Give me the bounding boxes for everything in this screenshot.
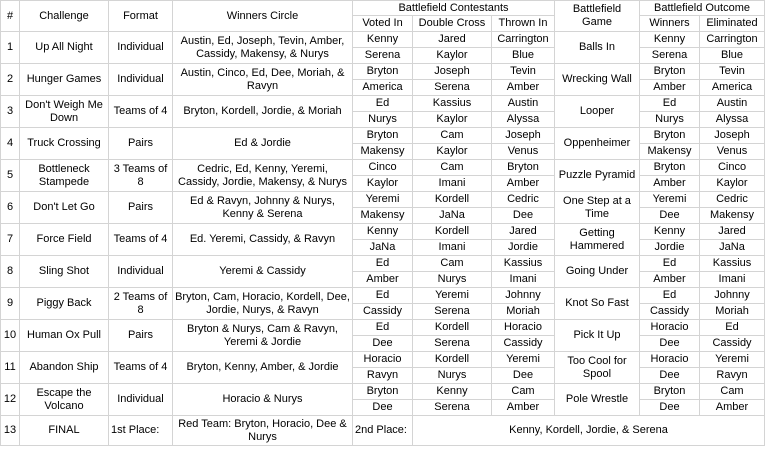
outcome-eliminated-cell[interactable]: Tevin (700, 64, 765, 80)
outcome-eliminated-cell[interactable]: Imani (700, 272, 765, 288)
format-cell[interactable]: Individual (109, 32, 173, 64)
row-number[interactable]: 3 (1, 96, 20, 128)
row-number[interactable]: 6 (1, 192, 20, 224)
table-row (1, 256, 765, 272)
double-cross-cell[interactable]: JaNa (413, 208, 492, 224)
thrown-in-cell[interactable]: Cassidy (492, 336, 555, 352)
challenge-cell[interactable]: Piggy Back (20, 288, 109, 320)
table-row (1, 128, 765, 144)
table-row (1, 64, 765, 80)
table-row (1, 288, 765, 304)
thrown-in-cell[interactable]: Venus (492, 144, 555, 160)
thrown-in-cell[interactable]: Blue (492, 48, 555, 64)
challenge-cell[interactable]: Don't Let Go (20, 192, 109, 224)
table-row (1, 352, 765, 368)
battlefield-game-cell[interactable]: Knot So Fast (555, 288, 640, 320)
battlefield-game-cell[interactable]: Pole Wrestle (555, 384, 640, 416)
table-row (1, 384, 765, 400)
second-place-label[interactable]: 2nd Place: (353, 416, 413, 446)
voted-in-cell[interactable]: Kenny (353, 32, 413, 48)
outcome-winners-cell[interactable]: Horacio (640, 352, 700, 368)
battlefield-game-cell[interactable]: Oppenheimer (555, 128, 640, 160)
format-cell[interactable]: Teams of 4 (109, 96, 173, 128)
outcome-eliminated-cell[interactable]: Yeremi (700, 352, 765, 368)
double-cross-cell[interactable]: Cam (413, 128, 492, 144)
outcome-eliminated-cell[interactable]: Carrington (700, 32, 765, 48)
voted-in-cell[interactable]: Ed (353, 320, 413, 336)
first-place-value[interactable]: Red Team: Bryton, Horacio, Dee & Nurys (173, 416, 353, 446)
battlefield-game-cell[interactable]: Balls In (555, 32, 640, 64)
row-number[interactable]: 1 (1, 32, 20, 64)
second-place-value[interactable]: Kenny, Kordell, Jordie, & Serena (413, 416, 765, 446)
voted-in-cell[interactable]: Yeremi (353, 192, 413, 208)
format-cell[interactable]: Pairs (109, 128, 173, 160)
outcome-winners-cell[interactable]: Ed (640, 256, 700, 272)
double-cross-cell[interactable]: Kassius (413, 96, 492, 112)
challenge-cell[interactable]: Don't Weigh Me Down (20, 96, 109, 128)
challenge-cell[interactable]: Abandon Ship (20, 352, 109, 384)
thrown-in-cell[interactable]: Amber (492, 80, 555, 96)
thrown-in-cell[interactable]: Moriah (492, 304, 555, 320)
row-number[interactable]: 4 (1, 128, 20, 160)
thrown-in-cell[interactable]: Cedric (492, 192, 555, 208)
outcome-eliminated-cell[interactable]: Alyssa (700, 112, 765, 128)
outcome-winners-cell[interactable]: Amber (640, 176, 700, 192)
outcome-winners-cell[interactable]: Amber (640, 272, 700, 288)
voted-in-cell[interactable]: Bryton (353, 64, 413, 80)
thrown-in-cell[interactable]: Jordie (492, 240, 555, 256)
row-number[interactable]: 10 (1, 320, 20, 352)
thrown-in-cell[interactable]: Cam (492, 384, 555, 400)
outcome-winners-cell[interactable]: Bryton (640, 384, 700, 400)
winners-circle-cell[interactable]: Bryton & Nurys, Cam & Ravyn, Yeremi & Jordie (173, 320, 353, 352)
outcome-eliminated-cell[interactable]: Makensy (700, 208, 765, 224)
outcome-winners-cell[interactable]: Cassidy (640, 304, 700, 320)
row-number[interactable]: 7 (1, 224, 20, 256)
voted-in-cell[interactable]: Ed (353, 288, 413, 304)
outcome-winners-cell[interactable]: Dee (640, 368, 700, 384)
outcome-winners-cell[interactable]: Dee (640, 336, 700, 352)
thrown-in-cell[interactable]: Imani (492, 272, 555, 288)
table-row (1, 96, 765, 112)
challenge-cell[interactable]: Bottleneck Stampede (20, 160, 109, 192)
thrown-in-cell[interactable]: Amber (492, 176, 555, 192)
voted-in-cell[interactable]: Bryton (353, 128, 413, 144)
outcome-eliminated-cell[interactable]: Joseph (700, 128, 765, 144)
outcome-eliminated-cell[interactable]: Ravyn (700, 368, 765, 384)
battlefield-game-cell[interactable]: Too Cool for Spool (555, 352, 640, 384)
challenge-cell[interactable]: Sling Shot (20, 256, 109, 288)
header-battlefield-game[interactable]: Battlefield Game (555, 1, 640, 32)
double-cross-cell[interactable]: Yeremi (413, 288, 492, 304)
voted-in-cell[interactable]: Ed (353, 256, 413, 272)
double-cross-cell[interactable]: Kordell (413, 224, 492, 240)
voted-in-cell[interactable]: Horacio (353, 352, 413, 368)
voted-in-cell[interactable]: Ed (353, 96, 413, 112)
double-cross-cell[interactable]: Imani (413, 240, 492, 256)
winners-circle-cell[interactable]: Ed. Yeremi, Cassidy, & Ravyn (173, 224, 353, 256)
outcome-eliminated-cell[interactable]: Kaylor (700, 176, 765, 192)
header-voted-in[interactable]: Voted In (353, 16, 413, 32)
outcome-winners-cell[interactable]: Ed (640, 96, 700, 112)
double-cross-cell[interactable]: Kenny (413, 384, 492, 400)
format-cell[interactable]: 2 Teams of 8 (109, 288, 173, 320)
challenge-cell[interactable]: Truck Crossing (20, 128, 109, 160)
final-challenge[interactable]: FINAL (20, 416, 109, 446)
double-cross-cell[interactable]: Kordell (413, 192, 492, 208)
voted-in-cell[interactable]: Makensy (353, 144, 413, 160)
voted-in-cell[interactable]: Dee (353, 336, 413, 352)
table-row (1, 192, 765, 208)
challenge-cell[interactable]: Human Ox Pull (20, 320, 109, 352)
outcome-winners-cell[interactable]: Dee (640, 208, 700, 224)
thrown-in-cell[interactable]: Carrington (492, 32, 555, 48)
header-challenge[interactable]: Challenge (20, 1, 109, 32)
outcome-winners-cell[interactable]: Bryton (640, 64, 700, 80)
thrown-in-cell[interactable]: Joseph (492, 128, 555, 144)
battlefield-game-cell[interactable]: Looper (555, 96, 640, 128)
challenge-cell[interactable]: Hunger Games (20, 64, 109, 96)
voted-in-cell[interactable]: Nurys (353, 112, 413, 128)
battlefield-game-cell[interactable]: One Step at a Time (555, 192, 640, 224)
winners-circle-cell[interactable]: Austin, Ed, Joseph, Tevin, Amber, Cassidy, Makensy, & Nurys (173, 32, 353, 64)
outcome-eliminated-cell[interactable]: Cedric (700, 192, 765, 208)
winners-circle-cell[interactable]: Bryton, Kordell, Jordie, & Moriah (173, 96, 353, 128)
double-cross-cell[interactable]: Jared (413, 32, 492, 48)
battlefield-game-cell[interactable]: Pick It Up (555, 320, 640, 352)
voted-in-cell[interactable]: Serena (353, 48, 413, 64)
header-battlefield-contestants[interactable]: Battlefield Contestants (353, 1, 555, 16)
row-number[interactable]: 5 (1, 160, 20, 192)
voted-in-cell[interactable]: Makensy (353, 208, 413, 224)
outcome-eliminated-cell[interactable]: Cinco (700, 160, 765, 176)
double-cross-cell[interactable]: Kordell (413, 320, 492, 336)
thrown-in-cell[interactable]: Johnny (492, 288, 555, 304)
header-winners-circle[interactable]: Winners Circle (173, 1, 353, 32)
battlefield-game-cell[interactable]: Puzzle Pyramid (555, 160, 640, 192)
winners-circle-cell[interactable]: Cedric, Ed, Kenny, Yeremi, Cassidy, Jordie, Makensy, & Nurys (173, 160, 353, 192)
thrown-in-cell[interactable]: Horacio (492, 320, 555, 336)
header-num[interactable]: # (1, 1, 20, 32)
outcome-winners-cell[interactable]: Horacio (640, 320, 700, 336)
double-cross-cell[interactable]: Serena (413, 400, 492, 416)
challenge-cell[interactable]: Force Field (20, 224, 109, 256)
row-number[interactable]: 12 (1, 384, 20, 416)
row-number[interactable]: 11 (1, 352, 20, 384)
double-cross-cell[interactable]: Serena (413, 304, 492, 320)
row-number[interactable]: 8 (1, 256, 20, 288)
voted-in-cell[interactable]: Amber (353, 272, 413, 288)
outcome-winners-cell[interactable]: Bryton (640, 160, 700, 176)
voted-in-cell[interactable]: America (353, 80, 413, 96)
double-cross-cell[interactable]: Kaylor (413, 112, 492, 128)
winners-circle-cell[interactable]: Bryton, Cam, Horacio, Kordell, Dee, Jordie, Nurys, & Ravyn (173, 288, 353, 320)
double-cross-cell[interactable]: Imani (413, 176, 492, 192)
battlefield-game-cell[interactable]: Wrecking Wall (555, 64, 640, 96)
outcome-winners-cell[interactable]: Jordie (640, 240, 700, 256)
thrown-in-cell[interactable]: Austin (492, 96, 555, 112)
header-battlefield-outcome[interactable]: Battlefield Outcome (640, 1, 765, 16)
thrown-in-cell[interactable]: Dee (492, 368, 555, 384)
format-cell[interactable]: Pairs (109, 320, 173, 352)
voted-in-cell[interactable]: Kaylor (353, 176, 413, 192)
format-cell[interactable]: 3 Teams of 8 (109, 160, 173, 192)
outcome-winners-cell[interactable]: Serena (640, 48, 700, 64)
outcome-eliminated-cell[interactable]: Johnny (700, 288, 765, 304)
format-cell[interactable]: Individual (109, 256, 173, 288)
format-cell[interactable]: Individual (109, 384, 173, 416)
winners-circle-cell[interactable]: Yeremi & Cassidy (173, 256, 353, 288)
table-row (1, 224, 765, 240)
voted-in-cell[interactable]: Cinco (353, 160, 413, 176)
double-cross-cell[interactable]: Joseph (413, 64, 492, 80)
first-place-label[interactable]: 1st Place: (109, 416, 173, 446)
outcome-eliminated-cell[interactable]: Amber (700, 400, 765, 416)
winners-circle-cell[interactable]: Ed & Ravyn, Johnny & Nurys, Kenny & Serena (173, 192, 353, 224)
double-cross-cell[interactable]: Kaylor (413, 144, 492, 160)
row-number[interactable]: 9 (1, 288, 20, 320)
double-cross-cell[interactable]: Nurys (413, 272, 492, 288)
voted-in-cell[interactable]: Ravyn (353, 368, 413, 384)
outcome-eliminated-cell[interactable]: JaNa (700, 240, 765, 256)
winners-circle-cell[interactable]: Bryton, Kenny, Amber, & Jordie (173, 352, 353, 384)
outcome-winners-cell[interactable]: Bryton (640, 128, 700, 144)
outcome-eliminated-cell[interactable]: Austin (700, 96, 765, 112)
winners-circle-cell[interactable]: Horacio & Nurys (173, 384, 353, 416)
thrown-in-cell[interactable]: Kassius (492, 256, 555, 272)
voted-in-cell[interactable]: JaNa (353, 240, 413, 256)
table-row (1, 320, 765, 336)
format-cell[interactable]: Pairs (109, 192, 173, 224)
outcome-eliminated-cell[interactable]: Blue (700, 48, 765, 64)
winners-circle-cell[interactable]: Ed & Jordie (173, 128, 353, 160)
winners-circle-cell[interactable]: Austin, Cinco, Ed, Dee, Moriah, & Ravyn (173, 64, 353, 96)
battlefield-game-cell[interactable]: Getting Hammered (555, 224, 640, 256)
outcome-winners-cell[interactable]: Amber (640, 80, 700, 96)
format-cell[interactable]: Individual (109, 64, 173, 96)
thrown-in-cell[interactable]: Amber (492, 400, 555, 416)
outcome-eliminated-cell[interactable]: Kassius (700, 256, 765, 272)
outcome-eliminated-cell[interactable]: Venus (700, 144, 765, 160)
thrown-in-cell[interactable]: Bryton (492, 160, 555, 176)
thrown-in-cell[interactable]: Yeremi (492, 352, 555, 368)
double-cross-cell[interactable]: Serena (413, 336, 492, 352)
challenge-cell[interactable]: Escape the Volcano (20, 384, 109, 416)
thrown-in-cell[interactable]: Alyssa (492, 112, 555, 128)
double-cross-cell[interactable]: Kaylor (413, 48, 492, 64)
outcome-eliminated-cell[interactable]: America (700, 80, 765, 96)
row-number[interactable]: 2 (1, 64, 20, 96)
battlefield-game-cell[interactable]: Going Under (555, 256, 640, 288)
thrown-in-cell[interactable]: Jared (492, 224, 555, 240)
final-number[interactable]: 13 (1, 416, 20, 446)
format-cell[interactable]: Teams of 4 (109, 352, 173, 384)
double-cross-cell[interactable]: Kordell (413, 352, 492, 368)
outcome-winners-cell[interactable]: Nurys (640, 112, 700, 128)
voted-in-cell[interactable]: Dee (353, 400, 413, 416)
challenge-cell[interactable]: Up All Night (20, 32, 109, 64)
outcome-winners-cell[interactable]: Kenny (640, 224, 700, 240)
double-cross-cell[interactable]: Nurys (413, 368, 492, 384)
double-cross-cell[interactable]: Cam (413, 160, 492, 176)
thrown-in-cell[interactable]: Tevin (492, 64, 555, 80)
table-row (1, 160, 765, 176)
voted-in-cell[interactable]: Cassidy (353, 304, 413, 320)
outcome-eliminated-cell[interactable]: Jared (700, 224, 765, 240)
outcome-winners-cell[interactable]: Yeremi (640, 192, 700, 208)
format-cell[interactable]: Teams of 4 (109, 224, 173, 256)
voted-in-cell[interactable]: Kenny (353, 224, 413, 240)
double-cross-cell[interactable]: Cam (413, 256, 492, 272)
outcome-winners-cell[interactable]: Ed (640, 288, 700, 304)
table-row (1, 32, 765, 48)
outcome-eliminated-cell[interactable]: Moriah (700, 304, 765, 320)
final-row (1, 416, 765, 446)
outcome-winners-cell[interactable]: Dee (640, 400, 700, 416)
header-double-cross[interactable]: Double Cross (413, 16, 492, 32)
header-eliminated[interactable]: Eliminated (700, 16, 765, 32)
voted-in-cell[interactable]: Bryton (353, 384, 413, 400)
outcome-eliminated-cell[interactable]: Ed (700, 320, 765, 336)
header-thrown-in[interactable]: Thrown In (492, 16, 555, 32)
header-format[interactable]: Format (109, 1, 173, 32)
double-cross-cell[interactable]: Serena (413, 80, 492, 96)
outcome-winners-cell[interactable]: Makensy (640, 144, 700, 160)
thrown-in-cell[interactable]: Dee (492, 208, 555, 224)
outcome-eliminated-cell[interactable]: Cassidy (700, 336, 765, 352)
outcome-eliminated-cell[interactable]: Cam (700, 384, 765, 400)
header-winners[interactable]: Winners (640, 16, 700, 32)
outcome-winners-cell[interactable]: Kenny (640, 32, 700, 48)
